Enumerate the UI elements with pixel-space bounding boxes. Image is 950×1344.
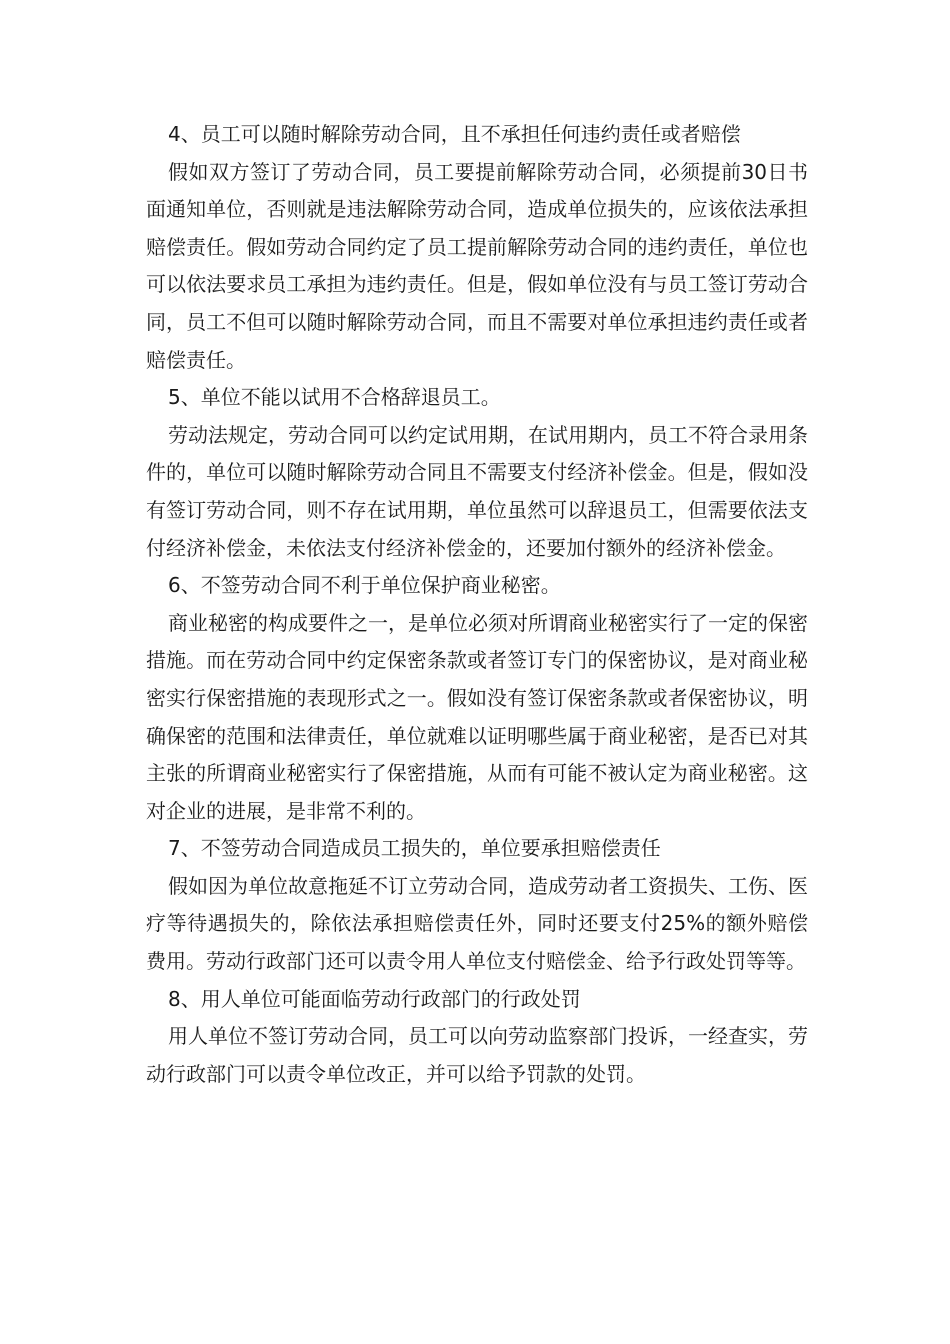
section-heading-7: 7、不签劳动合同造成员工损失的，单位要承担赔偿责任	[168, 836, 661, 861]
document-body	[146, 116, 808, 1093]
section-body-5: 劳动法规定，劳动合同可以约定试用期，在试用期内，员工不符合录用条件的，单位可以随时解除劳动合同且不需要支付经济补偿金。但是，假如没有签订劳动合同，则不存在试用期，单位虽然可以辞退员工，但需要依法支付经济补偿金，未依法支付经济补偿金的，还要加付额外的经济补偿金。	[146, 422, 808, 560]
section-heading-6: 6、不签劳动合同不利于单位保护商业秘密。	[168, 573, 561, 598]
section-heading-8: 8、用人单位可能面临劳动行政部门的行政处罚	[168, 986, 581, 1011]
section-body-4: 假如双方签订了劳动合同，员工要提前解除劳动合同，必须提前30日书面通知单位，否则就是违法解除劳动合同，造成单位损失的，应该依法承担赔偿责任。假如劳动合同约定了员工提前解除劳动合同的违约责任，单位也可以依法要求员工承担为违约责任。但是，假如单位没有与员工签订劳动合同，员工不但可以随时解除劳动合同，而且不需要对单位承担违约责任或者赔偿责任。	[146, 159, 808, 372]
section-body-6: 商业秘密的构成要件之一，是单位必须对所谓商业秘密实行了一定的保密措施。而在劳动合同中约定保密条款或者签订专门的保密协议，是对商业秘密实行保密措施的表现形式之一。假如没有签订保密条款或者保密协议，明确保密的范围和法律责任，单位就难以证明哪些属于商业秘密，是否已对其主张的所谓商业秘密实行了保密措施，从而有可能不被认定为商业秘密。这对企业的进展，是非常不利的。	[146, 610, 808, 823]
section-body-7: 假如因为单位故意拖延不订立劳动合同，造成劳动者工资损失、工伤、医疗等待遇损失的，除依法承担赔偿责任外，同时还要支付25%的额外赔偿费用。劳动行政部门还可以责令用人单位支付赔偿金、给予行政处罚等等。	[146, 873, 808, 974]
section-body-8: 用人单位不签订劳动合同，员工可以向劳动监察部门投诉，一经查实，劳动行政部门可以责令单位改正，并可以给予罚款的处罚。	[146, 1024, 808, 1086]
section-heading-5: 5、单位不能以试用不合格辞退员工。	[168, 385, 501, 410]
section-heading-4: 4、员工可以随时解除劳动合同，且不承担任何违约责任或者赔偿	[168, 122, 741, 146]
